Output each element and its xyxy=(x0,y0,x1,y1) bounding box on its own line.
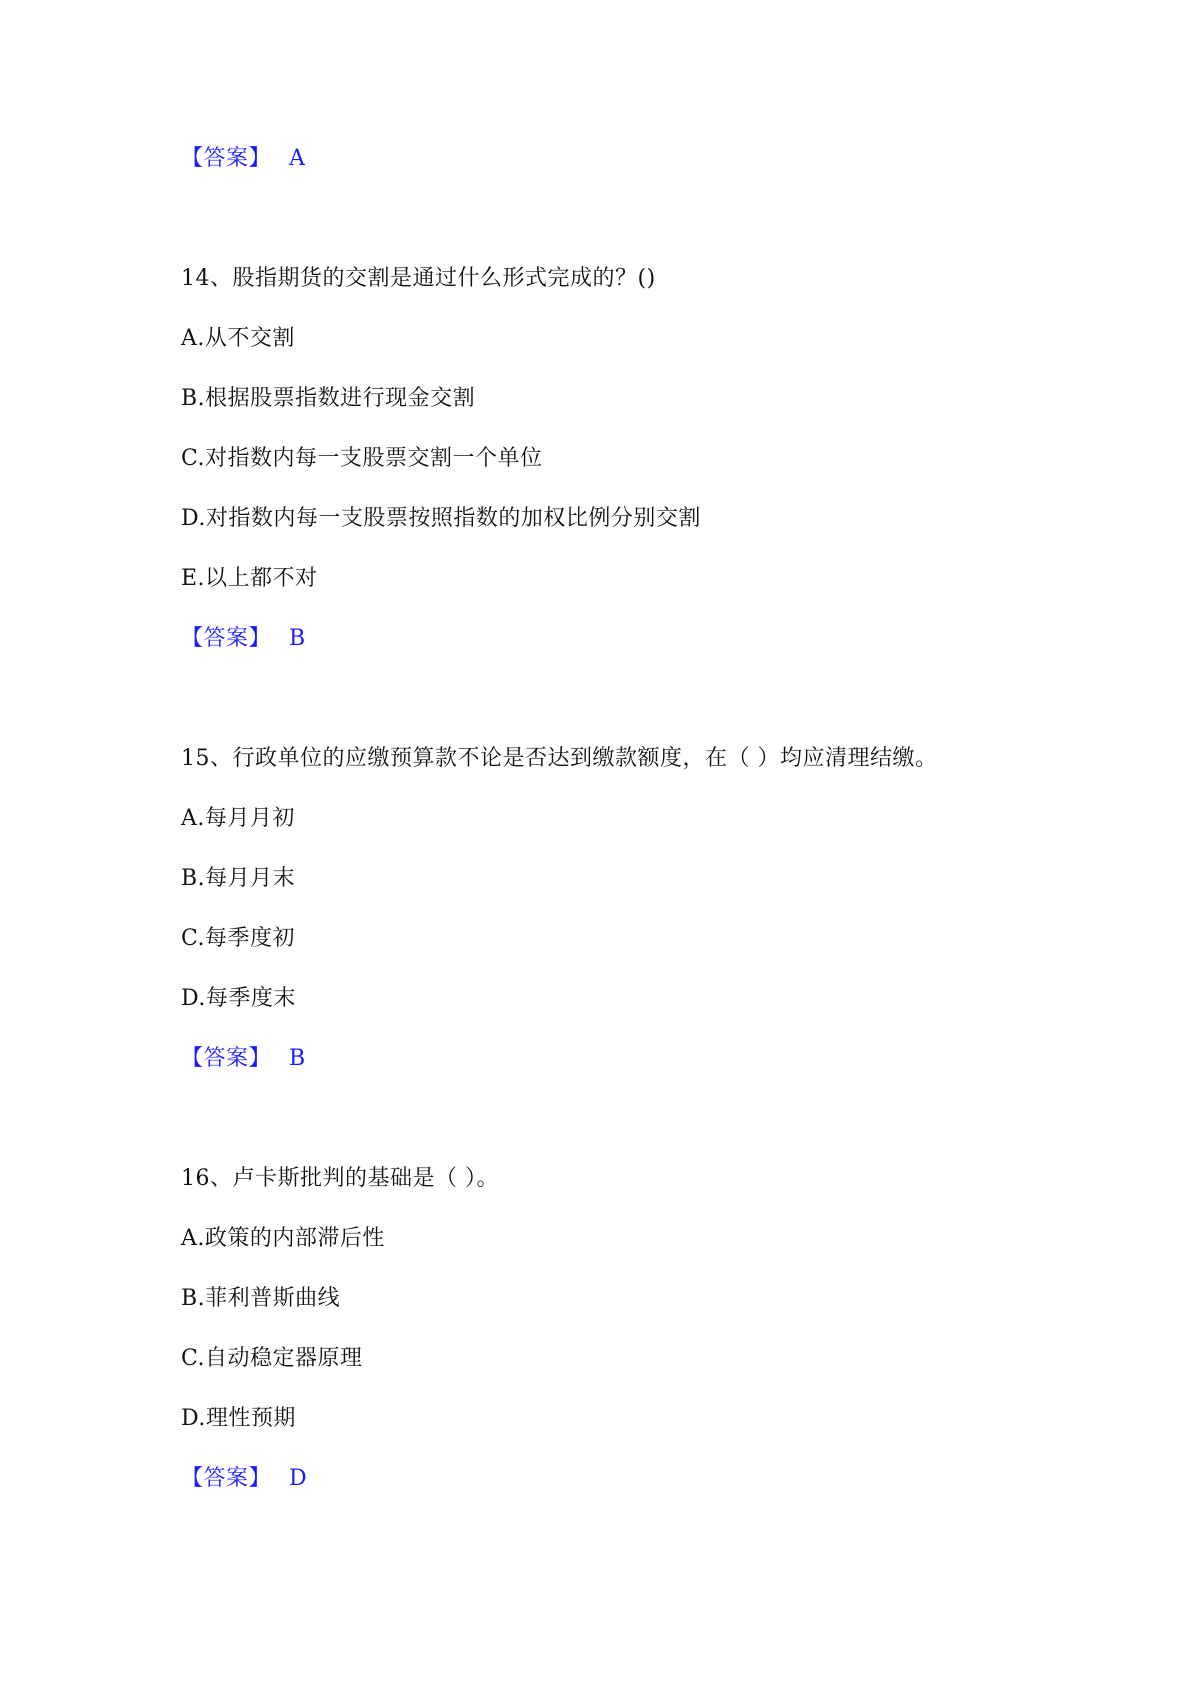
option-d: D.对指数内每一支股票按照指数的加权比例分别交割 xyxy=(181,506,701,531)
option-b: B.菲利普斯曲线 xyxy=(181,1286,341,1311)
answer-letter: D xyxy=(289,1466,308,1491)
answer-line xyxy=(181,624,306,654)
question-stem: 15、行政单位的应缴预算款不论是否达到缴款额度，在（ ）均应清理结缴。 xyxy=(181,746,938,771)
option-a: A.从不交割 xyxy=(181,326,295,351)
option-d: D.理性预期 xyxy=(181,1406,296,1431)
option-a: A.政策的内部滞后性 xyxy=(181,1226,385,1251)
option-b: B.根据股票指数进行现金交割 xyxy=(181,386,476,411)
answer-label: 【答案】 xyxy=(181,626,272,651)
answer-letter: B xyxy=(289,1046,306,1071)
option-c: C.自动稳定器原理 xyxy=(181,1346,363,1371)
answer-letter: B xyxy=(289,626,306,651)
answer-label: 【答案】 xyxy=(181,1466,272,1491)
answer-label: 【答案】 xyxy=(181,146,272,171)
option-d: D.每季度末 xyxy=(181,986,296,1011)
answer-line xyxy=(181,1464,307,1494)
answer-letter: A xyxy=(289,146,306,171)
answer-line xyxy=(181,1044,306,1074)
option-c: C.对指数内每一支股票交割一个单位 xyxy=(181,446,543,471)
answer-line xyxy=(181,144,305,174)
option-b: B.每月月末 xyxy=(181,866,296,891)
answer-label: 【答案】 xyxy=(181,1046,272,1071)
question-stem: 14、股指期货的交割是通过什么形式完成的？() xyxy=(181,266,656,291)
option-c: C.每季度初 xyxy=(181,926,296,951)
option-a: A.每月月初 xyxy=(181,806,295,831)
option-e: E.以上都不对 xyxy=(181,566,318,591)
question-stem: 16、卢卡斯批判的基础是（ ）。 xyxy=(181,1166,499,1191)
